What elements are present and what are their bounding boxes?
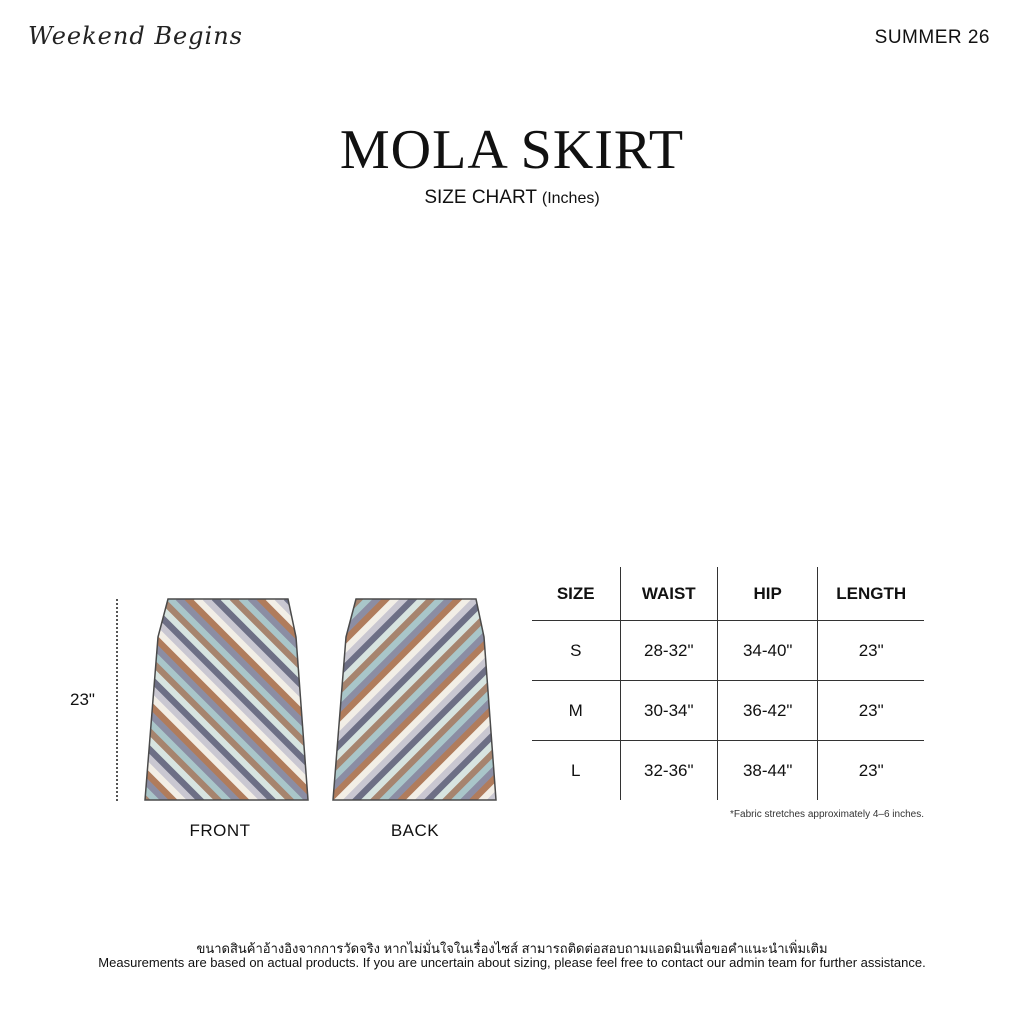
cell-waist: 32-36" xyxy=(620,741,718,801)
header-waist: WAIST xyxy=(620,567,718,621)
cell-hip: 34-40" xyxy=(718,621,818,681)
back-label: BACK xyxy=(390,821,440,840)
subtitle-unit: (Inches) xyxy=(541,190,600,207)
length-dimension-label: 23" xyxy=(70,690,95,709)
cell-waist: 28-32" xyxy=(620,621,718,681)
brand-logo: Weekend Begins xyxy=(28,22,243,50)
size-table xyxy=(532,567,924,800)
cell-hip: 36-42" xyxy=(718,681,818,741)
cell-length: 23" xyxy=(818,621,924,681)
product-title: MOLA SKIRT xyxy=(339,119,685,181)
header-length: LENGTH xyxy=(818,567,924,621)
fabric-stretch-note: *Fabric stretches approximately 4–6 inches. xyxy=(730,809,924,820)
subtitle-main: SIZE CHART xyxy=(424,187,537,208)
cell-size: L xyxy=(571,760,581,780)
header-size: SIZE xyxy=(532,567,620,621)
footer-thai-text: ขนาดสินค้าอ้างอิงจากการวัดจริง หากไม่มั่นใจในเรื่องไซส์ สามารถติดต่อสอบถามแอดมินเพื่อขอคำแนะนำเพิ่มเติม xyxy=(196,941,828,956)
front-label: FRONT xyxy=(189,821,251,840)
size-chart-subtitle xyxy=(0,187,1024,209)
table-row xyxy=(532,741,924,801)
length-dimension-line xyxy=(116,599,118,801)
cell-size: S xyxy=(532,621,620,681)
season-label: SUMMER 26 xyxy=(874,27,990,48)
header-hip: HIP xyxy=(718,567,818,621)
size-table-header-row xyxy=(532,567,924,621)
cell-length: 23" xyxy=(818,741,924,801)
footer-english-text: Measurements are based on actual products. If you are uncertain about sizing, please feel free to contact our admin team for further assistance. xyxy=(98,955,926,970)
cell-hip: 38-44" xyxy=(718,741,818,801)
skirt-front-illustration xyxy=(142,597,310,803)
cell-waist: 30-34" xyxy=(620,681,718,741)
cell-length: 23" xyxy=(818,681,924,741)
skirt-back-illustration xyxy=(330,597,498,803)
table-row xyxy=(532,681,924,741)
table-row xyxy=(532,621,924,681)
cell-size: M xyxy=(532,681,620,741)
